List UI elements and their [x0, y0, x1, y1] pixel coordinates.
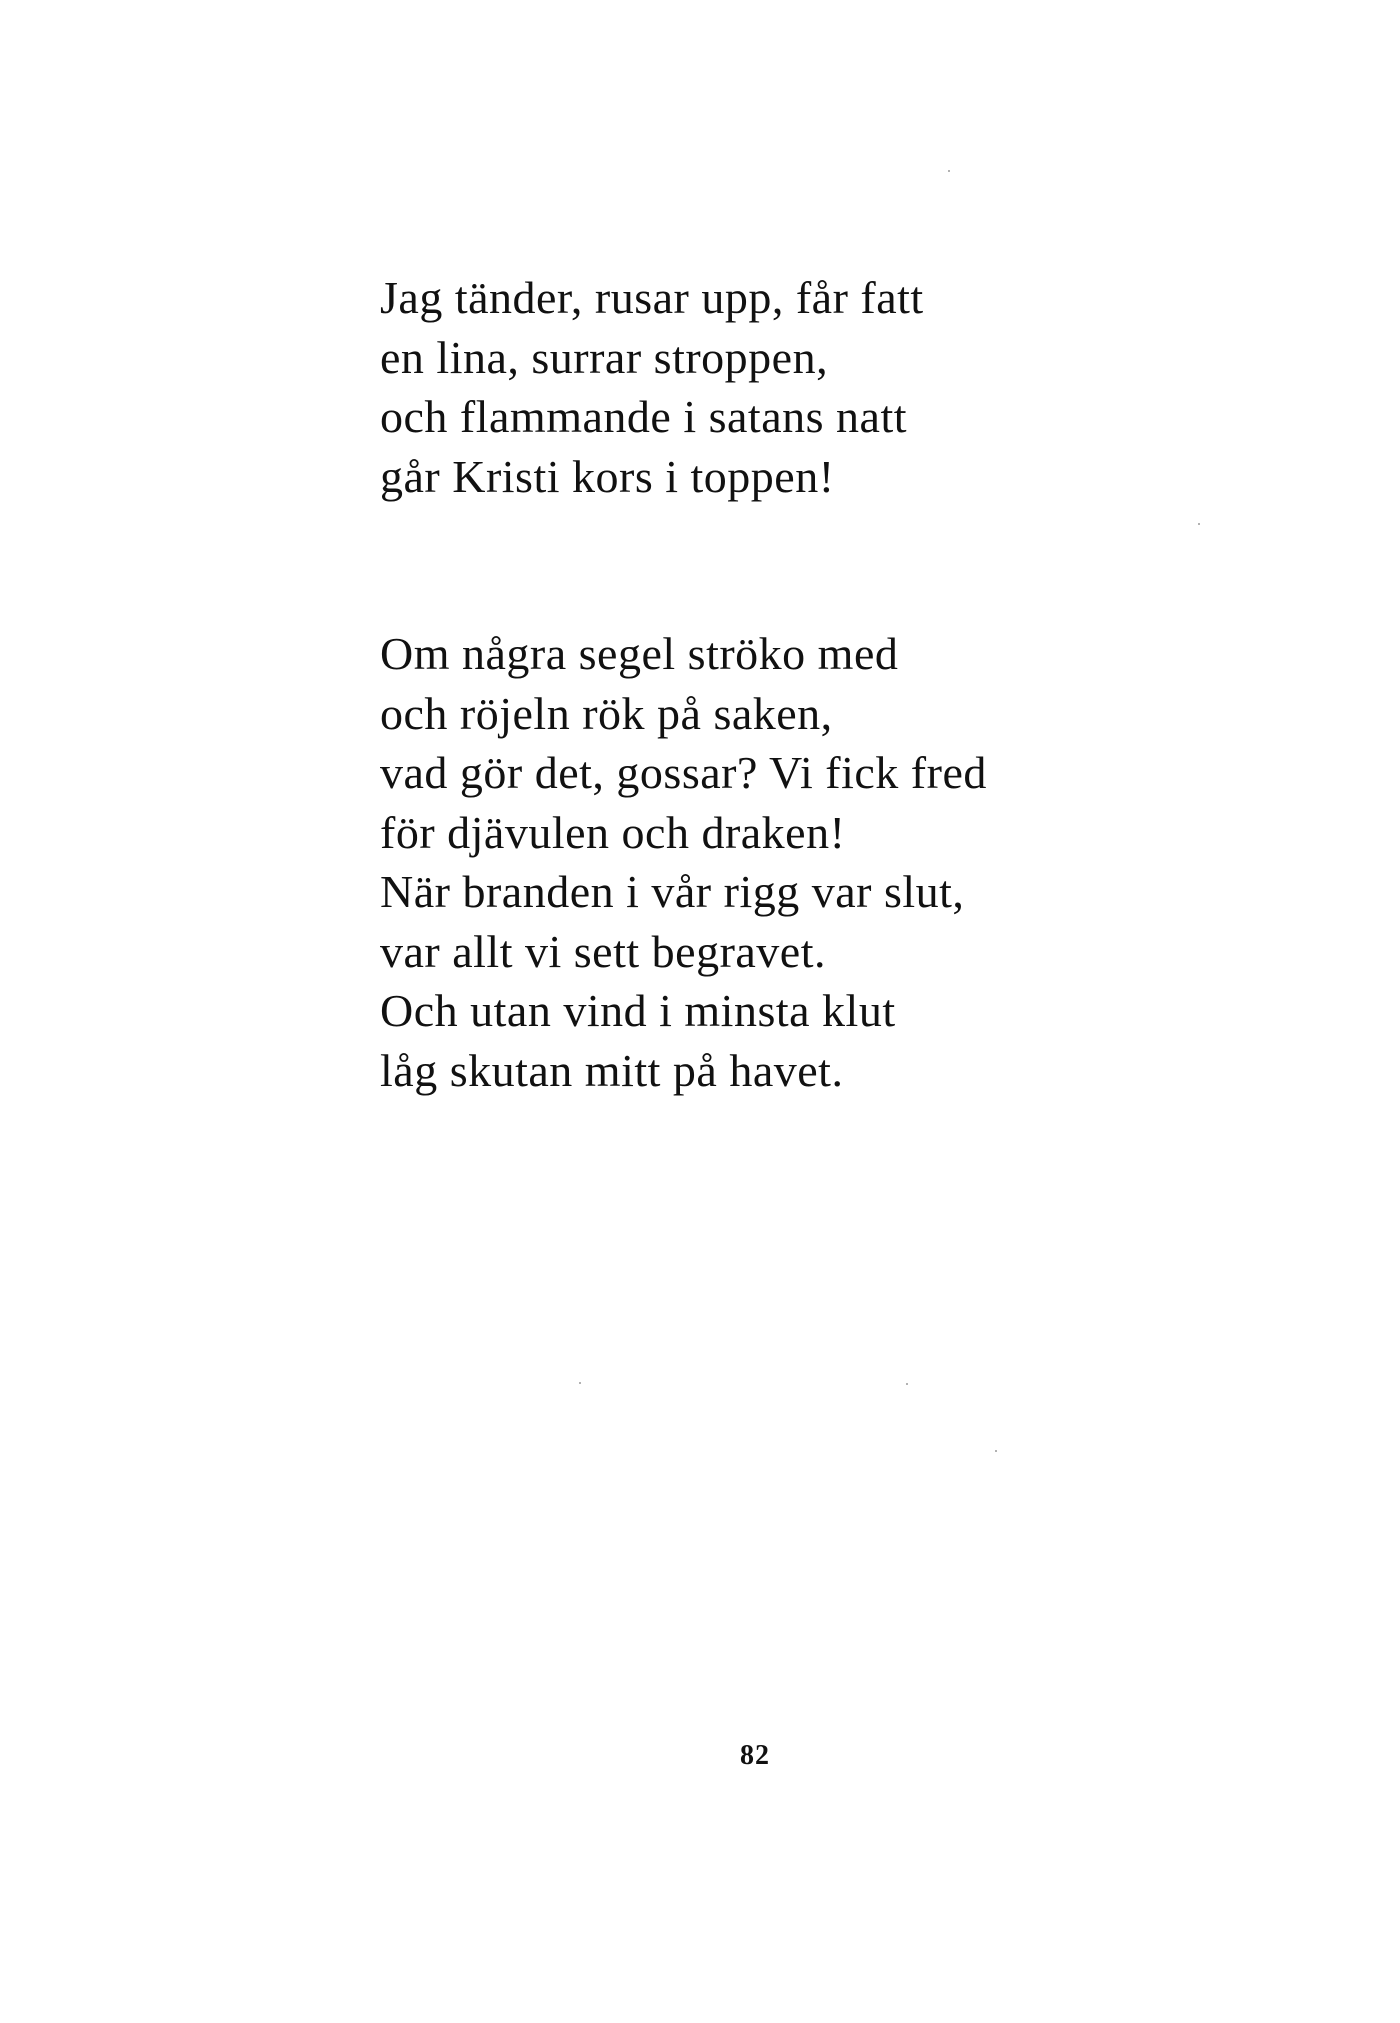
page-number: 82: [740, 1740, 770, 1771]
verse-line: för djävulen och draken!: [380, 806, 846, 858]
scan-speck: [1198, 523, 1200, 525]
verse-line: en lina, surrar stroppen,: [380, 331, 829, 383]
scan-speck: [948, 170, 950, 172]
verse-line: var allt vi sett begravet.: [380, 925, 827, 977]
verse-line: Jag tänder, rusar upp, får fatt: [380, 272, 924, 323]
scan-speck: [906, 1383, 908, 1385]
verse-line: vad gör det, gossar? Vi fick fred: [380, 747, 987, 798]
verse-line: och flammande i satans natt: [380, 391, 908, 442]
scan-speck: [579, 1382, 581, 1384]
stanza-1: [380, 268, 924, 506]
verse-line: låg skutan mitt på havet.: [380, 1044, 844, 1096]
verse-line: Om några segel ströko med: [380, 628, 899, 679]
verse-line: När branden i vår rigg var slut,: [380, 866, 965, 917]
verse-line: går Kristi kors i toppen!: [380, 450, 835, 502]
stanza-2: [380, 624, 987, 1100]
verse-line: och röjeln rök på saken,: [380, 687, 833, 739]
scan-speck: [995, 1450, 997, 1452]
verse-line: Och utan vind i minsta klut: [380, 985, 896, 1036]
